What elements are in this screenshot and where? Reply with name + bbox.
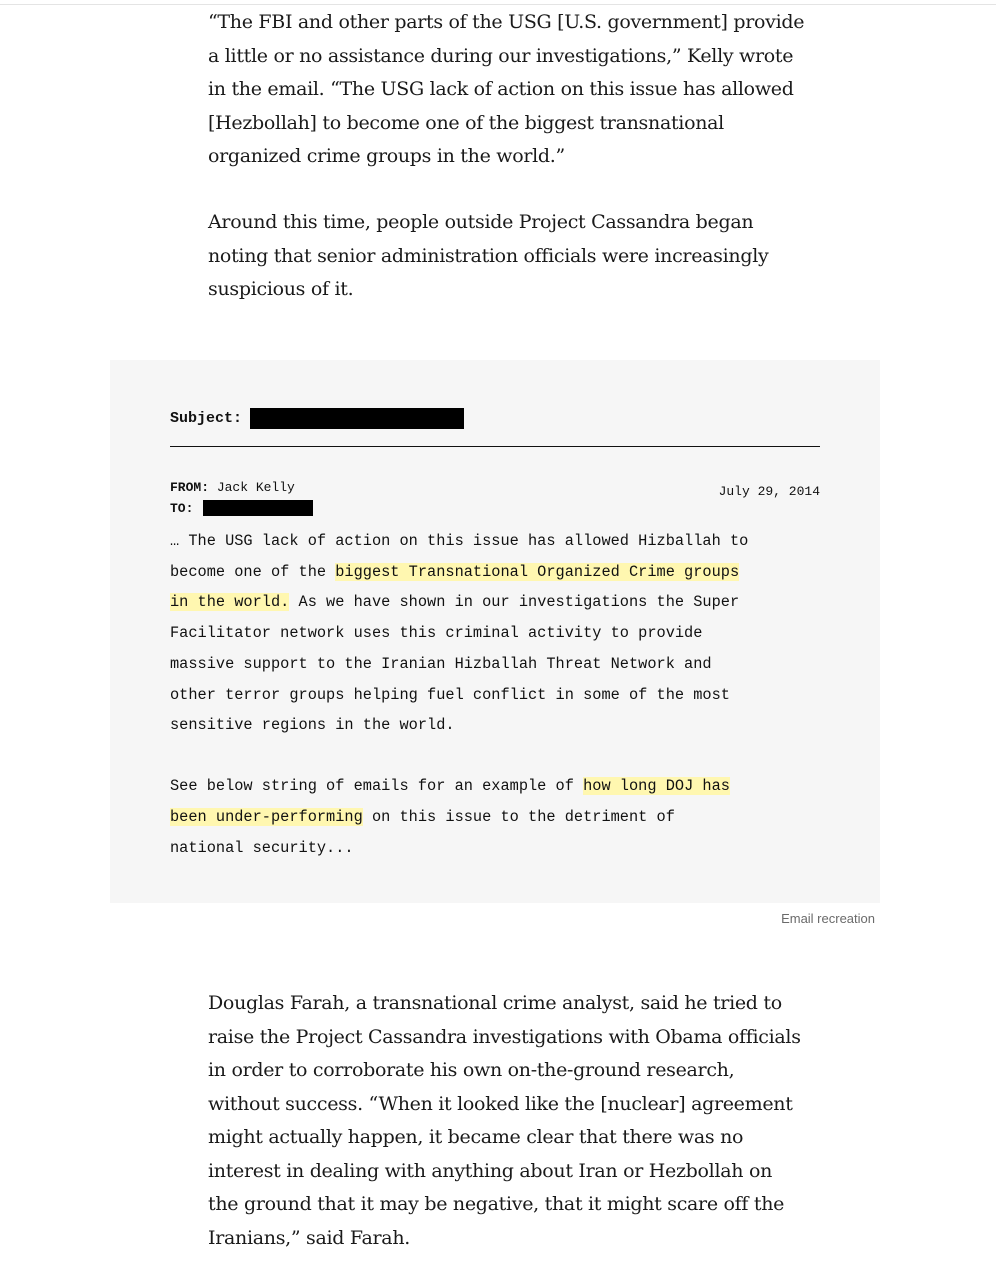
text-line: in order to corroborate his own on-the-ground research, (208, 1059, 735, 1081)
article-paragraph-1 (208, 6, 808, 174)
text-line: in the email. “The USG lack of action on this issue has allowed (208, 78, 794, 100)
text-line: [Hezbollah] to become one of the biggest transnational (208, 111, 724, 134)
email-subject (170, 408, 464, 429)
text-line: noting that senior administration officials were increasingly (208, 244, 769, 267)
email-line: massive support to the Iranian Hizballah Threat Network and (170, 654, 712, 673)
from-name: Jack Kelly (216, 480, 295, 495)
highlighted-text: biggest Transnational Organized Crime groups (335, 562, 740, 581)
subject-label: Subject: (170, 410, 243, 427)
highlighted-text: in the world. (170, 593, 290, 612)
text-line: organized crime groups in the world.” (208, 145, 565, 167)
subject-redaction (250, 408, 464, 429)
email-line: Facilitator network uses this criminal activity to provide (170, 624, 703, 643)
text-line: might actually happen, it became clear that there was no (208, 1126, 744, 1148)
article-paragraph-2 (208, 206, 808, 307)
text-line: without success. “When it looked like the [nuclear] agreement (208, 1092, 793, 1115)
email-line (170, 802, 830, 833)
email-line: national security... (170, 838, 354, 857)
highlighted-text: how long DOJ has (583, 777, 730, 796)
text-line: interest in dealing with anything about Iran or Hezbollah on (208, 1159, 773, 1182)
email-body (170, 526, 830, 864)
email-line: sensitive regions in the world. (170, 716, 455, 735)
email-line (170, 587, 830, 618)
text-line: Iranians,” said Farah. (208, 1226, 411, 1249)
email-text: See below string of emails for an example of (170, 777, 584, 796)
text-line: a little or no assistance during our investigations,” Kelly wrote (208, 44, 794, 67)
email-line: … The USG lack of action on this issue has allowed Hizballah to (170, 532, 749, 550)
email-recreation (110, 360, 880, 903)
top-divider (0, 4, 996, 5)
email-line (170, 771, 830, 802)
text-line: Around this time, people outside Project Cassandra began (208, 211, 754, 233)
text-line: suspicious of it. (208, 278, 354, 300)
to-redaction (203, 500, 313, 516)
text-line: “The FBI and other parts of the USG [U.S. government] provide (208, 11, 805, 33)
email-date: July 29, 2014 (718, 484, 820, 499)
email-from (170, 480, 295, 495)
email-line (170, 557, 830, 588)
from-label: FROM: (170, 480, 210, 495)
email-text: As we have shown in our investigations the Super (289, 593, 740, 612)
text-line: the ground that it may be negative, that it might scare off the (208, 1193, 785, 1215)
to-label: TO: (170, 500, 194, 516)
paragraph-gap (170, 741, 830, 772)
email-text: on this issue to the detriment of (362, 808, 675, 827)
article-paragraph-3 (208, 987, 808, 1255)
email-line: other terror groups helping fuel conflict in some of the most (170, 685, 730, 704)
email-to (170, 500, 313, 516)
email-caption: Email recreation (781, 911, 875, 926)
highlighted-text: been under-performing (170, 808, 363, 827)
text-line: raise the Project Cassandra investigations with Obama officials (208, 1025, 801, 1048)
email-text: become one of the (170, 562, 336, 581)
email-header-divider (170, 446, 820, 447)
text-line: Douglas Farah, a transnational crime analyst, said he tried to (208, 992, 782, 1014)
